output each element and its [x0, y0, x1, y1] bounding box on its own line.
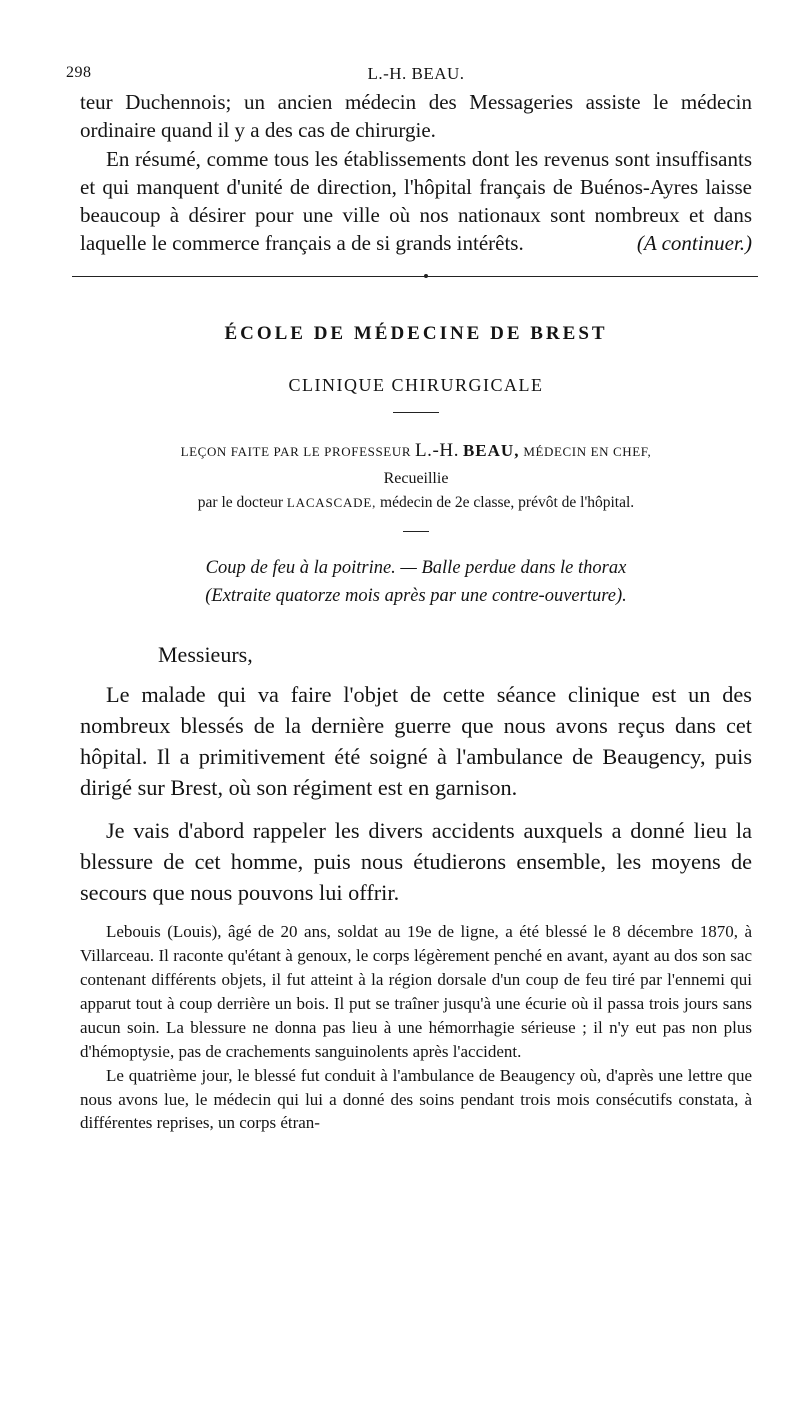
collector-byline — [80, 494, 752, 512]
lead-paragraph-2: Je vais d'abord rappeler les divers accidents auxquels a donné lieu la blessure de cet homme, puis nous étudierons ensemble, les moyens de secours que nous pouvons lui offrir. — [80, 817, 752, 905]
byline-rule — [403, 531, 429, 532]
collector-suffix: médecin de 2e classe, prévôt de l'hôpital. — [380, 493, 635, 511]
summary-paragraph — [80, 145, 752, 258]
school-title: ÉCOLE DE MÉDECINE DE BREST — [224, 322, 608, 344]
page-number: 298 — [66, 64, 92, 81]
case-report — [80, 920, 752, 1135]
clinic-title: CLINIQUE CHIRURGICALE — [288, 374, 544, 395]
document-page — [66, 58, 752, 1135]
lecture-prefix: LEÇON FAITE PAR LE PROFESSEUR — [180, 443, 412, 459]
case-title-line-1: Coup de feu à la poitrine. — Balle perdue dans le thorax — [205, 557, 627, 578]
title-rule — [393, 412, 439, 413]
lecture-byline — [80, 440, 752, 462]
running-head-author: L.-H. BEAU. — [367, 64, 465, 83]
to-be-continued-note: (A continuer.) — [636, 231, 752, 256]
professor-initials: L.-H. — [414, 439, 460, 461]
divider-ornament — [424, 274, 428, 278]
case-title — [80, 554, 752, 610]
lecture-suffix: MÉDECIN EN CHEF, — [523, 443, 652, 459]
collected-label: Recueillie — [383, 469, 449, 487]
case-paragraph-1: Lebouis (Louis), âgé de 20 ans, soldat au 19e de ligne, a été blessé le 8 décembre 1870, à Villarceau. Il raconte qu'étant à genoux, le corps légèrement penché en avant, ayant au dos son sac contenant différents objets, il fut atteint à la région dorsale d'un coup de feu tiré par l'ennemi qui apparut tout à coup derrière un bois. Il put se traîner jusqu'à une écurie où il passa trois jours sans aucun soin. La blessure ne donna pas lieu à une hémorrhagie sérieuse ; il n'y eut pas non plus d'hémoptysie, pas de crachements sanguinolents après l'accident. — [80, 922, 752, 1061]
professor-name: BEAU, — [462, 440, 520, 460]
continued-paragraph: teur Duchennois; un ancien médecin des Messageries assiste le médecin ordinaire quand il y a des cas de chirurgie. — [80, 90, 752, 143]
lead-paragraph-1: Le malade qui va faire l'objet de cette séance clinique est un des nombreux blessés de la dernière guerre que nous avons reçus dans cet hôpital. Il a primitivement été soigné à l'ambulance de Beaugency, puis dirigé sur Brest, où son régiment est en garnison. — [80, 681, 752, 801]
collector-name: LACASCADE, — [286, 494, 377, 510]
salutation: Messieurs, — [158, 641, 253, 667]
case-paragraph-2: Le quatrième jour, le blessé fut conduit à l'ambulance de Beaugency où, d'après une lettre que nous avons lue, le médecin qui lui a donné des soins pendant trois mois consécutifs constata, à différentes reprises, un corps étran- — [80, 1065, 752, 1133]
case-title-line-2: (Extraite quatorze mois après par une contre-ouverture). — [205, 585, 627, 606]
collector-prefix: par le docteur — [197, 493, 284, 511]
running-head — [66, 58, 752, 88]
summary-paragraph-text: En résumé, comme tous les établissements dont les revenus sont insuffisants et qui manquent d'unité de direction, l'hôpital français de Buénos-Ayres laisse beaucoup à désirer pour une ville où nos nationaux sont nombreux et dans laquelle le commerce français a de si grands intérêts. — [80, 146, 752, 256]
section-divider — [72, 276, 758, 277]
